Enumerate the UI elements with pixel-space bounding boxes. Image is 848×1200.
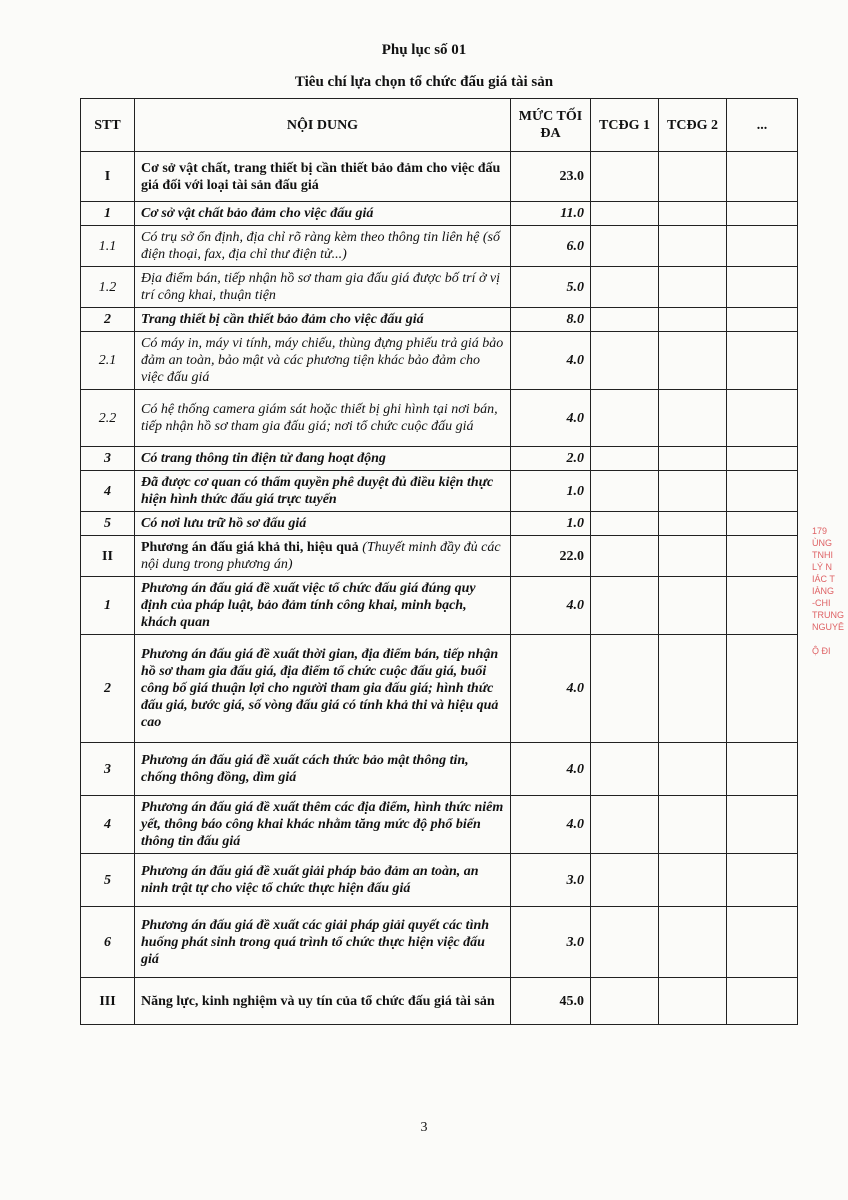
cell-org-2 bbox=[659, 447, 727, 471]
cell-max-score: 23.0 bbox=[511, 152, 591, 202]
cell-more bbox=[727, 743, 798, 796]
cell-org-1 bbox=[591, 267, 659, 308]
cell-more bbox=[727, 152, 798, 202]
cell-stt: 4 bbox=[81, 471, 135, 512]
cell-org-2 bbox=[659, 577, 727, 635]
cell-more bbox=[727, 536, 798, 577]
cell-org-2 bbox=[659, 512, 727, 536]
cell-more bbox=[727, 635, 798, 743]
cell-content-text: Phương án đấu giá đề xuất thời gian, địa điểm bán, tiếp nhận hồ sơ tham gia đấu giá, địa điểm tổ chức cuộc đấu giá, buổi công bố giá thuận lợi cho người tham gia đấu giá; hình thức đấu giá, bước giá, số vòng đấu giá có tính khả thi và hiệu quả cao bbox=[141, 647, 499, 730]
table-row bbox=[81, 447, 798, 471]
cell-content-text: Đã được cơ quan có thẩm quyền phê duyệt đủ điều kiện thực hiện hình thức đấu giá trực tuyến bbox=[141, 475, 494, 507]
cell-stt: 1 bbox=[81, 577, 135, 635]
cell-org-2 bbox=[659, 390, 727, 447]
cell-org-1 bbox=[591, 332, 659, 390]
cell-more bbox=[727, 202, 798, 226]
cell-more bbox=[727, 308, 798, 332]
cell-content bbox=[135, 796, 511, 854]
cell-org-1 bbox=[591, 202, 659, 226]
cell-more bbox=[727, 390, 798, 447]
cell-content-text: Cơ sở vật chất, trang thiết bị cần thiết bảo đảm cho việc đấu giá đối với loại tài sản đấu giá bbox=[141, 160, 501, 193]
cell-org-2 bbox=[659, 907, 727, 978]
cell-org-2 bbox=[659, 308, 727, 332]
cell-content-text: Phương án đấu giá đề xuất thêm các địa điểm, hình thức niêm yết, thông báo công khai khác nhằm tăng mức độ phổ biến thông tin đấu giá bbox=[141, 800, 504, 849]
cell-org-1 bbox=[591, 390, 659, 447]
stamp-text: TNHI bbox=[812, 550, 833, 560]
cell-stt: I bbox=[81, 152, 135, 202]
cell-org-1 bbox=[591, 471, 659, 512]
cell-content-text: Phương án đấu giá đề xuất việc tổ chức đấu giá đúng quy định của pháp luật, bảo đảm tính công khai, minh bạch, khách quan bbox=[141, 581, 476, 630]
cell-content bbox=[135, 152, 511, 202]
table-header-row bbox=[81, 99, 798, 152]
table-row bbox=[81, 332, 798, 390]
cell-stt: III bbox=[81, 978, 135, 1025]
cell-org-2 bbox=[659, 202, 727, 226]
cell-content-text: Cơ sở vật chất bảo đảm cho việc đấu giá bbox=[141, 206, 374, 221]
cell-content bbox=[135, 308, 511, 332]
cell-org-2 bbox=[659, 796, 727, 854]
stamp-text: 179 bbox=[812, 526, 828, 536]
cell-stt: 6 bbox=[81, 907, 135, 978]
header-stt: STT bbox=[81, 99, 135, 152]
header-content: NỘI DUNG bbox=[135, 99, 511, 152]
cell-content-text: Phương án đấu giá đề xuất các giải pháp giải quyết các tình huống phát sinh trong quá trình tổ chức thực hiện việc đấu giá bbox=[141, 917, 490, 967]
cell-org-1 bbox=[591, 743, 659, 796]
cell-more bbox=[727, 854, 798, 907]
table-row bbox=[81, 152, 798, 202]
cell-more bbox=[727, 471, 798, 512]
cell-stt: 2 bbox=[81, 635, 135, 743]
cell-max-score: 4.0 bbox=[511, 796, 591, 854]
stamp-text: IÀNG bbox=[812, 586, 835, 596]
cell-max-score: 4.0 bbox=[511, 635, 591, 743]
cell-stt: 3 bbox=[81, 743, 135, 796]
cell-org-1 bbox=[591, 796, 659, 854]
cell-max-score: 4.0 bbox=[511, 390, 591, 447]
table-row bbox=[81, 743, 798, 796]
cell-content bbox=[135, 536, 511, 577]
cell-org-2 bbox=[659, 854, 727, 907]
cell-stt: 1 bbox=[81, 202, 135, 226]
cell-org-1 bbox=[591, 854, 659, 907]
cell-max-score: 5.0 bbox=[511, 267, 591, 308]
table-body bbox=[81, 152, 798, 1025]
cell-content bbox=[135, 332, 511, 390]
page-title: Phụ lục số 01 bbox=[381, 42, 467, 58]
stamp-text: ÙNG bbox=[812, 538, 832, 548]
cell-content-text: Phương án đấu giá khả thi, hiệu quả bbox=[141, 540, 363, 555]
stamp-text: IÁC T bbox=[812, 574, 835, 584]
cell-content bbox=[135, 854, 511, 907]
stamp-text: TRUNG bbox=[812, 610, 844, 620]
cell-content-text: Có hệ thống camera giám sát hoặc thiết bị ghi hình tại nơi bán, tiếp nhận hồ sơ tham gia đấu giá; nơi tổ chức cuộc đấu giá bbox=[141, 402, 498, 434]
cell-content bbox=[135, 907, 511, 978]
cell-org-1 bbox=[591, 978, 659, 1025]
table-row bbox=[81, 854, 798, 907]
table-row bbox=[81, 577, 798, 635]
cell-org-2 bbox=[659, 471, 727, 512]
cell-more bbox=[727, 577, 798, 635]
stamp-text: -CHI bbox=[812, 598, 831, 608]
cell-more bbox=[727, 907, 798, 978]
cell-org-1 bbox=[591, 308, 659, 332]
cell-more bbox=[727, 332, 798, 390]
cell-max-score: 4.0 bbox=[511, 743, 591, 796]
cell-content-text: Năng lực, kinh nghiệm và uy tín của tổ chức đấu giá tài sản bbox=[141, 993, 495, 1009]
cell-org-1 bbox=[591, 635, 659, 743]
page-number: 3 bbox=[420, 1120, 428, 1135]
cell-max-score: 3.0 bbox=[511, 854, 591, 907]
cell-stt: II bbox=[81, 536, 135, 577]
cell-content bbox=[135, 226, 511, 267]
cell-org-2 bbox=[659, 152, 727, 202]
cell-org-1 bbox=[591, 577, 659, 635]
cell-content bbox=[135, 390, 511, 447]
cell-content bbox=[135, 471, 511, 512]
cell-content-text: Có máy in, máy vi tính, máy chiếu, thùng đựng phiếu trả giá bảo đảm an toàn, bảo mật và các phương tiện khác bảo đảm cho việc đấu giá bbox=[141, 336, 504, 385]
cell-content-text: Có nơi lưu trữ hồ sơ đấu giá bbox=[141, 516, 307, 531]
stamp-text: LÝ N bbox=[812, 562, 833, 572]
cell-max-score: 22.0 bbox=[511, 536, 591, 577]
cell-stt: 2.1 bbox=[81, 332, 135, 390]
cell-max-score: 4.0 bbox=[511, 332, 591, 390]
cell-max-score: 6.0 bbox=[511, 226, 591, 267]
table-row bbox=[81, 471, 798, 512]
table-row bbox=[81, 390, 798, 447]
page-subtitle: Tiêu chí lựa chọn tổ chức đấu giá tài sản bbox=[294, 74, 554, 90]
cell-max-score: 3.0 bbox=[511, 907, 591, 978]
cell-max-score: 2.0 bbox=[511, 447, 591, 471]
cell-org-2 bbox=[659, 635, 727, 743]
cell-stt: 3 bbox=[81, 447, 135, 471]
table-row bbox=[81, 978, 798, 1025]
cell-more bbox=[727, 447, 798, 471]
stamp-text bbox=[812, 633, 848, 645]
cell-max-score: 4.0 bbox=[511, 577, 591, 635]
table-row bbox=[81, 512, 798, 536]
stamp-text: NGUYÊ bbox=[812, 622, 845, 632]
cell-stt: 5 bbox=[81, 512, 135, 536]
cell-content-text: Phương án đấu giá đề xuất giải pháp bảo đảm an toàn, an ninh trật tự cho việc tổ chức thực hiện đấu giá bbox=[141, 864, 479, 896]
cell-more bbox=[727, 978, 798, 1025]
cell-content bbox=[135, 267, 511, 308]
cell-stt: 1.1 bbox=[81, 226, 135, 267]
cell-org-2 bbox=[659, 332, 727, 390]
table-row bbox=[81, 907, 798, 978]
cell-content bbox=[135, 978, 511, 1025]
table-row bbox=[81, 796, 798, 854]
criteria-table bbox=[80, 98, 798, 1025]
cell-stt: 2 bbox=[81, 308, 135, 332]
header-more: ... bbox=[727, 99, 798, 152]
cell-content bbox=[135, 635, 511, 743]
cell-content bbox=[135, 512, 511, 536]
cell-content-text: Phương án đấu giá đề xuất cách thức bảo mật thông tin, chống thông đồng, dìm giá bbox=[141, 753, 469, 785]
cell-max-score: 1.0 bbox=[511, 512, 591, 536]
cell-org-2 bbox=[659, 226, 727, 267]
cell-org-1 bbox=[591, 512, 659, 536]
cell-org-1 bbox=[591, 447, 659, 471]
cell-more bbox=[727, 512, 798, 536]
cell-org-2 bbox=[659, 267, 727, 308]
cell-content bbox=[135, 447, 511, 471]
cell-max-score: 1.0 bbox=[511, 471, 591, 512]
cell-content bbox=[135, 577, 511, 635]
header-org-1: TCĐG 1 bbox=[591, 99, 659, 152]
cell-content-text: Trang thiết bị cần thiết bảo đảm cho việc đấu giá bbox=[141, 312, 424, 327]
cell-content-note: (Thuyết minh đầy đủ các nội dung trong phương án) bbox=[141, 540, 501, 572]
table-row bbox=[81, 308, 798, 332]
header-max-score: MỨC TỐI ĐA bbox=[511, 99, 591, 152]
table-row bbox=[81, 267, 798, 308]
cell-stt: 4 bbox=[81, 796, 135, 854]
cell-max-score: 45.0 bbox=[511, 978, 591, 1025]
table-row bbox=[81, 536, 798, 577]
cell-content bbox=[135, 743, 511, 796]
cell-content-text: Có trụ sở ổn định, địa chỉ rõ ràng kèm theo thông tin liên hệ (số điện thoại, fax, địa chỉ thư điện tử...) bbox=[141, 230, 501, 262]
cell-content-text: Có trang thông tin điện tử đang hoạt động bbox=[141, 451, 386, 466]
table-row bbox=[81, 635, 798, 743]
stamp-text: Ộ ĐI bbox=[812, 646, 831, 656]
table-row bbox=[81, 226, 798, 267]
cell-org-2 bbox=[659, 536, 727, 577]
cell-org-2 bbox=[659, 978, 727, 1025]
header-org-2: TCĐG 2 bbox=[659, 99, 727, 152]
cell-stt: 2.2 bbox=[81, 390, 135, 447]
cell-stt: 5 bbox=[81, 854, 135, 907]
table-row bbox=[81, 202, 798, 226]
cell-stt: 1.2 bbox=[81, 267, 135, 308]
cell-org-1 bbox=[591, 152, 659, 202]
cell-org-1 bbox=[591, 907, 659, 978]
cell-content bbox=[135, 202, 511, 226]
cell-max-score: 8.0 bbox=[511, 308, 591, 332]
cell-org-1 bbox=[591, 536, 659, 577]
red-stamp bbox=[812, 525, 848, 685]
cell-more bbox=[727, 267, 798, 308]
cell-org-2 bbox=[659, 743, 727, 796]
cell-more bbox=[727, 796, 798, 854]
cell-org-1 bbox=[591, 226, 659, 267]
cell-max-score: 11.0 bbox=[511, 202, 591, 226]
cell-content-text: Địa điểm bán, tiếp nhận hồ sơ tham gia đấu giá được bố trí ở vị trí công khai, thuận tiện bbox=[141, 271, 501, 303]
cell-more bbox=[727, 226, 798, 267]
